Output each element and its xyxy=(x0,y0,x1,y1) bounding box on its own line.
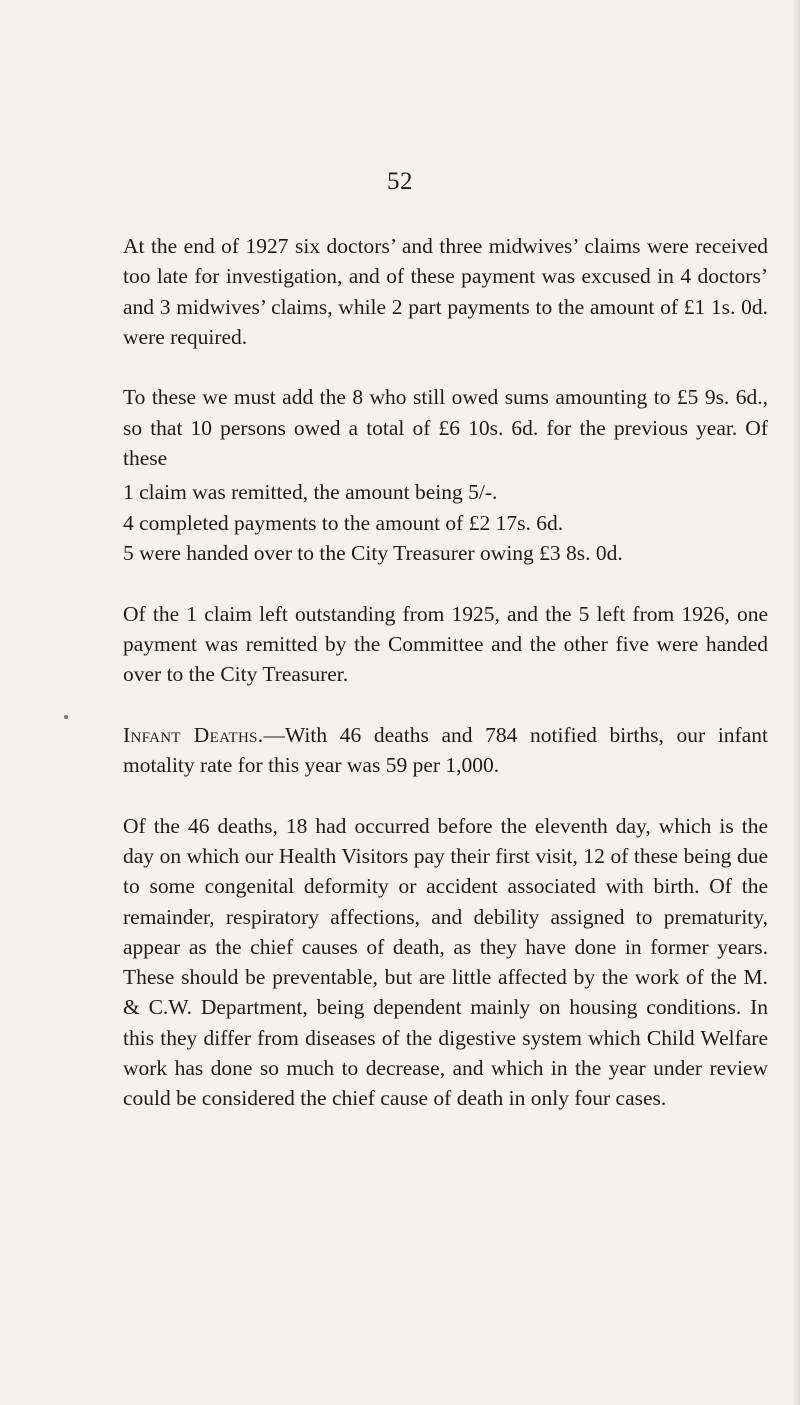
paragraph-infant-deaths xyxy=(123,720,768,781)
paragraph-causes-of-death: Of the 46 deaths, 18 had occurred before the eleventh day, which is the day on which our Health Visitors pay their first visit, 12 of these being due to some congenital deformity or accident associated with birth. Of the remainder, respiratory affections, and debility assigned to prematurity, appear as the chief causes of death, as they have done in former years. These should be preventable, but are little affected by the work of the M. & C.W. Department, being dependent mainly on housing conditions. In this they differ from diseases of the digestive system which Child Welfare work has done so much to decrease, and which in the year under review could be considered the chief cause of death in only four cases. xyxy=(123,813,768,1111)
page-number: 52 xyxy=(387,168,413,195)
claims-list xyxy=(123,477,768,568)
paragraph-previous-years: Of the 1 claim left outstanding from 1925, and the 5 left from 1926, one payment was remitted by the Committee and the other five were handed over to the City Treasurer. xyxy=(123,601,768,687)
paper-speck xyxy=(64,715,68,719)
page-edge-shadow xyxy=(792,0,800,1405)
list-item: 5 were handed over to the City Treasurer owing £3 8s. 0d. xyxy=(123,540,623,565)
paragraph-late-claims: At the end of 1927 six doctors’ and three midwives’ claims were received too late for investigation, and of these payment was excused in 4 doctors’ and 3 midwives’ claims, while 2 part payments to the amount of £1 1s. 0d. were required. xyxy=(123,234,768,349)
section-heading-infant-deaths: Infant Deaths. xyxy=(123,722,264,747)
infant-deaths-text: —With 46 deaths and 784 notified births, our infant motality rate for this year was 59 per 1,000. xyxy=(123,722,768,778)
list-item: 4 completed payments to the amount of £2 17s. 6d. xyxy=(123,510,564,535)
paragraph-outstanding-sums: To these we must add the 8 who still owed sums amounting to £5 9s. 6d., so that 10 persons owed a total of £6 10s. 6d. for the previous year. Of these xyxy=(123,385,768,471)
body-text xyxy=(123,231,768,1144)
list-item: 1 claim was remitted, the amount being 5/-. xyxy=(123,480,498,505)
